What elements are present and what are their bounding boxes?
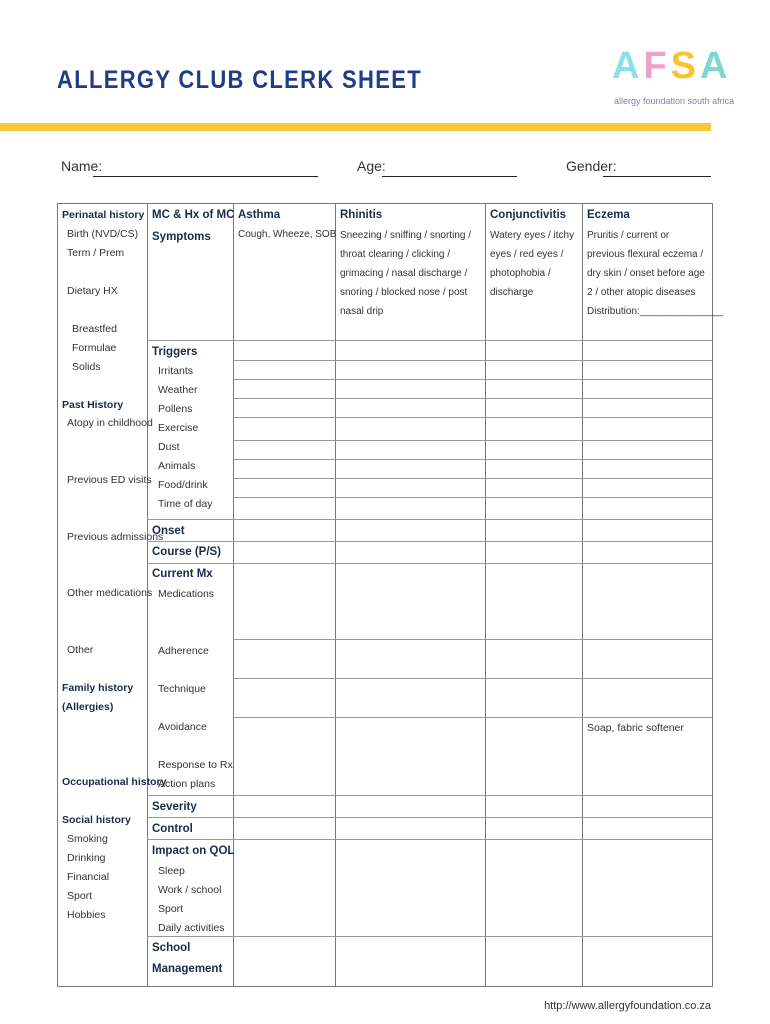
row-line — [233, 478, 712, 479]
trigger-item: Weather — [158, 384, 198, 396]
symptoms-rhinitis: Sneezing / sniffing / snorting / throat clearing / clicking / grimacing / nasal discharge / snoring / blocked nose / post nasal drip — [340, 230, 472, 317]
drinking-label: Drinking — [67, 852, 106, 864]
row-line — [147, 519, 712, 520]
trigger-item: Irritants — [158, 365, 194, 377]
logo-letter-s: S — [670, 45, 701, 87]
management-label: Management — [152, 963, 223, 975]
row-line — [233, 440, 712, 441]
technique-label: Technique — [158, 683, 206, 695]
eczema-distribution[interactable]: Distribution:_______________ — [587, 306, 724, 317]
age-field[interactable] — [382, 176, 517, 177]
logo-letter-a2: A — [700, 45, 732, 87]
gender-label: Gender: — [566, 158, 617, 174]
header-eczema: Eczema — [587, 209, 630, 221]
current-mx-label: Current Mx — [152, 568, 213, 580]
symptoms-eczema: Pruritis / current or previous flexural eczema / dry skin / onset before age 2 / other atopic diseases — [587, 230, 705, 298]
formulae-label: Formulae — [72, 342, 117, 354]
impact-item: Sleep — [158, 865, 185, 877]
accent-bar — [0, 123, 711, 131]
occupational-heading: Occupational history — [62, 776, 167, 788]
row-line — [147, 541, 712, 542]
row-line — [233, 360, 712, 361]
medications-label: Medications — [158, 588, 215, 600]
row-line — [233, 417, 712, 418]
row-line — [147, 817, 712, 818]
col-divider-asthma — [335, 204, 336, 986]
header-asthma: Asthma — [238, 209, 281, 221]
solids-label: Solids — [72, 361, 101, 373]
header-conjunctivitis: Conjunctivitis — [490, 209, 567, 221]
header-rhinitis: Rhinitis — [340, 209, 383, 221]
severity-label: Severity — [152, 801, 197, 813]
term-label: Term / Prem — [67, 247, 125, 259]
admissions-label: Previous admissions — [67, 531, 164, 543]
trigger-item: Food/drink — [158, 479, 208, 491]
avoidance-eczema: Soap, fabric softener — [587, 722, 684, 734]
row-line — [233, 497, 712, 498]
impact-item: Work / school — [158, 884, 222, 896]
trigger-item: Exercise — [158, 422, 199, 434]
col-divider-rhinitis — [485, 204, 486, 986]
header-mc: MC & Hx of MC — [152, 209, 235, 221]
row-line — [147, 340, 712, 341]
atopy-label: Atopy in childhood — [67, 417, 153, 429]
clerk-sheet-table — [57, 203, 724, 987]
gender-field[interactable] — [603, 176, 711, 177]
trigger-item: Animals — [158, 460, 196, 472]
sport-label: Sport — [67, 890, 93, 902]
row-line — [233, 398, 712, 399]
past-history-heading: Past History — [62, 399, 124, 411]
family-history-heading: Family history — [62, 682, 134, 694]
name-label: Name: — [61, 158, 103, 174]
logo-letter-a1: A — [612, 45, 644, 87]
school-label: School — [152, 942, 191, 954]
impact-item: Daily activities — [158, 922, 225, 934]
footer-url[interactable]: http://www.allergyfoundation.co.za — [544, 1000, 711, 1012]
age-label: Age: — [357, 158, 386, 174]
row-line — [233, 717, 712, 718]
triggers-heading: Triggers — [152, 346, 198, 358]
perinatal-history-heading: Perinatal history — [62, 209, 145, 221]
avoidance-label: Avoidance — [158, 721, 207, 733]
impact-label: Impact on QOL — [152, 845, 235, 857]
trigger-item: Pollens — [158, 403, 193, 415]
other-meds-label: Other medications — [67, 587, 153, 599]
col-divider-mc — [233, 204, 234, 986]
breastfed-label: Breastfed — [72, 323, 117, 335]
onset-label: Onset — [152, 525, 185, 537]
social-history-heading: Social history — [62, 814, 131, 826]
logo-letters — [612, 45, 732, 87]
row-line — [233, 379, 712, 380]
smoking-label: Smoking — [67, 833, 108, 845]
row-line — [147, 563, 712, 564]
course-label: Course (P/S) — [152, 546, 222, 558]
row-line — [233, 459, 712, 460]
col-divider-conj — [582, 204, 583, 986]
symptoms-label: Symptoms — [152, 231, 211, 243]
financial-label: Financial — [67, 871, 110, 883]
symptoms-conjunctivitis: Watery eyes / itchy eyes / red eyes / photophobia / discharge — [490, 230, 575, 298]
row-line — [233, 678, 712, 679]
ed-visits-label: Previous ED visits — [67, 474, 152, 486]
row-line — [147, 839, 712, 840]
afsa-logo — [612, 45, 735, 108]
row-line — [147, 936, 712, 937]
logo-tagline: allergy foundation south africa — [614, 96, 735, 106]
page-title: ALLERGY CLUB CLERK SHEET — [57, 66, 422, 94]
logo-letter-f: F — [643, 45, 671, 87]
symptoms-asthma: Cough, Wheeze, SOB — [238, 229, 337, 240]
dietary-label: Dietary HX — [67, 285, 118, 297]
trigger-item: Dust — [158, 441, 180, 453]
other-label: Other — [67, 644, 94, 656]
hobbies-label: Hobbies — [67, 909, 106, 921]
impact-item: Sport — [158, 903, 184, 915]
control-label: Control — [152, 823, 193, 835]
action-plans-label: Action plans — [158, 778, 216, 790]
trigger-item: Time of day — [158, 498, 213, 510]
family-allergies-heading: (Allergies) — [62, 701, 114, 713]
name-field[interactable] — [93, 176, 318, 177]
row-line — [147, 795, 712, 796]
row-line — [233, 639, 712, 640]
birth-label: Birth (NVD/CS) — [67, 228, 139, 240]
response-label: Response to Rx — [158, 759, 233, 771]
adherence-label: Adherence — [158, 645, 209, 657]
